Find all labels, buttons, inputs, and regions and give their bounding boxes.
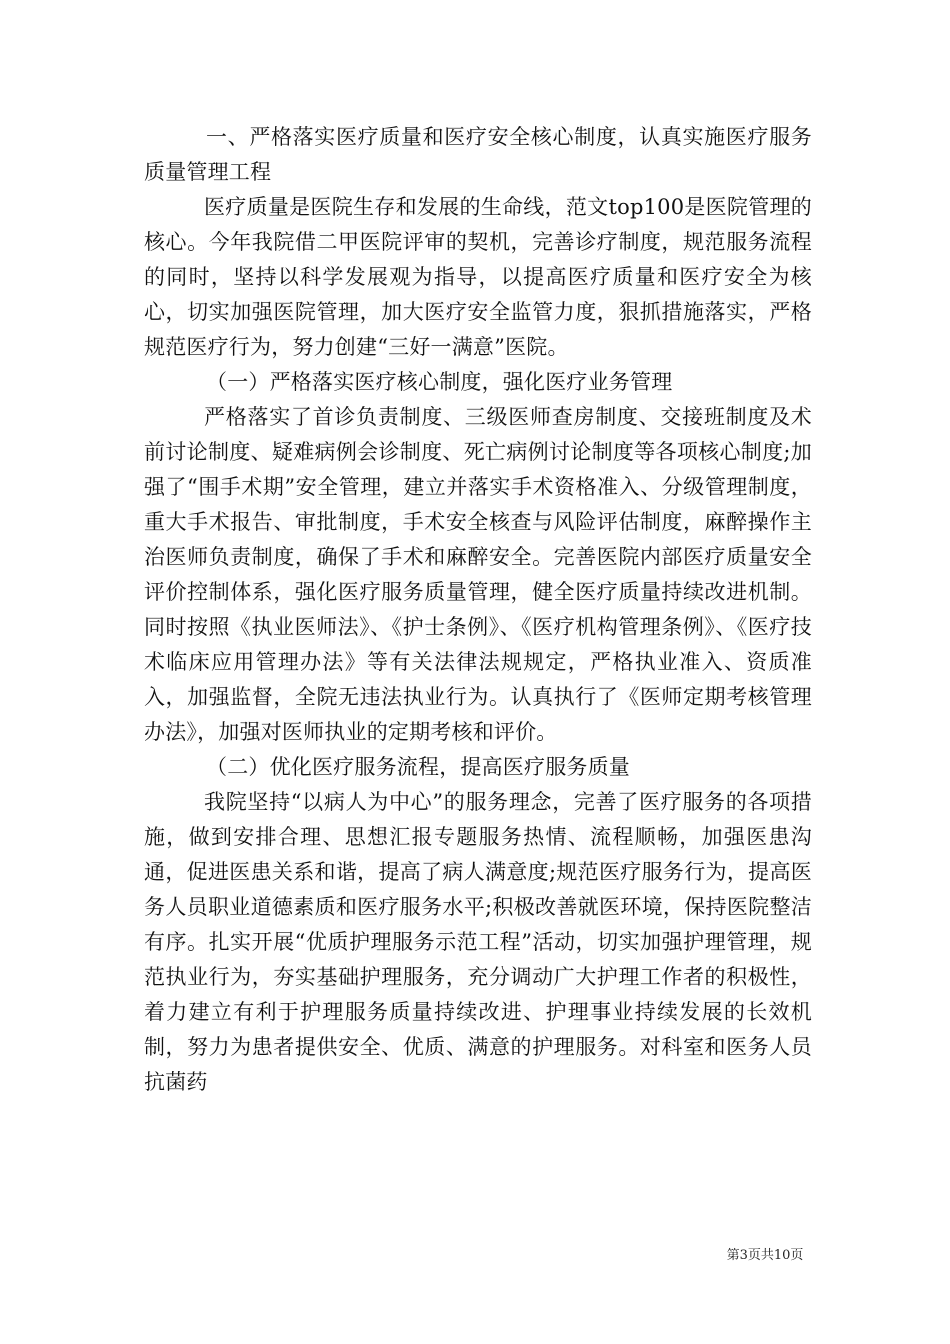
document-body [144, 120, 812, 1100]
page-number-footer: 第3页共10页 [726, 1248, 804, 1263]
subsection-heading: （二）优化医疗服务流程，提高医疗服务质量 [206, 755, 630, 779]
subsection-heading: （一）严格落实医疗核心制度，强化医疗业务管理 [206, 370, 673, 394]
body-paragraph: 我院坚持“以病人为中心”的服务理念，完善了医疗服务的各项措施，做到安排合理、思想汇报专题服务热情、流程顺畅，加强医患沟通，促进医患关系和谐，提高了病人满意度;规范医疗服务行为，提高医务人员职业道德素质和医疗服务水平;积极改善就医环境，保持医院整洁有序。扎实开展“优质护理服务示范工程”活动，切实加强护理管理，规范执业行为，夯实基础护理服务，充分调动广大护理工作者的积极性，着力建立有利于护理服务质量持续改进、护理事业持续发展的长效机制，努力为患者提供安全、优质、满意的护理服务。对科室和医务人员抗菌药 [144, 790, 812, 1094]
section-heading: 一、严格落实医疗质量和医疗安全核心制度，认真实施医疗服务质量管理工程 [144, 125, 812, 184]
body-paragraph: 医疗质量是医院生存和发展的生命线，范文top100是医院管理的核心。今年我院借二甲医院评审的契机，完善诊疗制度，规范服务流程的同时，坚持以科学发展观为指导，以提高医疗质量和医疗安全为核心，切实加强医院管理，加大医疗安全监管力度，狠抓措施落实，严格规范医疗行为，努力创建“三好一满意”医院。 [144, 195, 812, 359]
body-paragraph: 严格落实了首诊负责制度、三级医师查房制度、交接班制度及术前讨论制度、疑难病例会诊制度、死亡病例讨论制度等各项核心制度;加强了“围手术期”安全管理，建立并落实手术资格准入、分级管理制度，重大手术报告、审批制度，手术安全核查与风险评估制度，麻醉操作主治医师负责制度，确保了手术和麻醉安全。完善医院内部医疗质量安全评价控制体系，强化医疗服务质量管理，健全医疗质量持续改进机制。同时按照《执业医师法》、《护士条例》、《医疗机构管理条例》、《医疗技术临床应用管理办法》等有关法律法规规定，严格执业准入、资质准入，加强监督，全院无违法执业行为。认真执行了《医师定期考核管理办法》，加强对医师执业的定期考核和评价。 [144, 405, 812, 744]
